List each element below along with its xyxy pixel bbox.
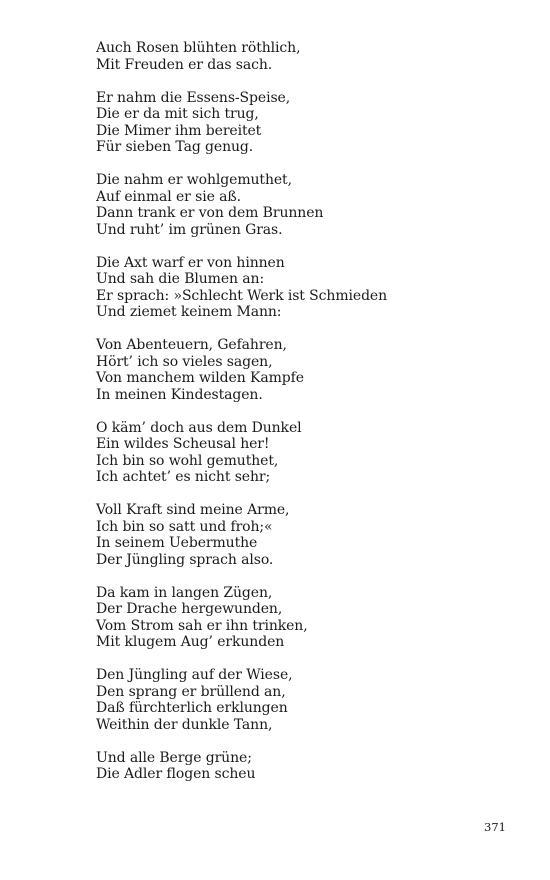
- poem-line: Der Jüngling sprach also.: [96, 551, 274, 568]
- stanza: [96, 502, 496, 568]
- poem-line: Mit Freuden er das sach.: [96, 56, 273, 73]
- poem-line: Da kam in langen Zügen,: [96, 584, 273, 601]
- stanza: [96, 255, 496, 321]
- poem-line: Die Axt warf er von hinnen: [96, 254, 285, 271]
- poem-line: Ein wildes Scheusal her!: [96, 436, 270, 452]
- poem-line: Und ruht’ im grünen Gras.: [96, 221, 283, 238]
- poem-line: Die nahm er wohlgemuthet,: [96, 172, 292, 188]
- stanza: [96, 40, 496, 73]
- poem-line: Ich achtet’ es nicht sehr;: [96, 469, 271, 485]
- poem-line: Voll Kraft sind meine Arme,: [96, 502, 290, 518]
- poem-line: Von manchem wilden Kampfe: [96, 370, 304, 386]
- poem-line: Hört’ ich so vieles sagen,: [96, 353, 273, 370]
- stanza: [96, 420, 496, 486]
- poem-line: Dann trank er von dem Brunnen: [96, 205, 324, 221]
- poem-line: Die er da mit sich trug,: [96, 106, 259, 122]
- poem-line: Weithin der dunkle Tann,: [96, 716, 273, 733]
- poem-line: Auf einmal er sie aß.: [96, 188, 241, 205]
- stanza: [96, 750, 496, 783]
- stanza: [96, 90, 496, 156]
- poem-line: Er sprach: »Schlecht Werk ist Schmieden: [96, 287, 388, 304]
- poem-line: Daß fürchterlich erklungen: [96, 700, 288, 716]
- poem-line: Der Drache hergewunden,: [96, 601, 283, 617]
- poem-line: Er nahm die Essens-Speise,: [96, 89, 291, 106]
- poem-line: Von Abenteuern, Gefahren,: [96, 337, 287, 353]
- poem-line: In seinem Uebermuthe: [96, 535, 258, 551]
- stanza: [96, 172, 496, 238]
- poem-line: Für sieben Tag genug.: [96, 139, 254, 155]
- poem-line: Mit klugem Aug’ erkunden: [96, 634, 285, 650]
- poem-line: Und alle Berge grüne;: [96, 749, 252, 766]
- page-number: 371: [484, 820, 506, 834]
- poem-line: Ich bin so wohl gemuthet,: [96, 452, 279, 469]
- stanza: [96, 337, 496, 403]
- poem-line: In meinen Kindestagen.: [96, 386, 263, 403]
- stanza: [96, 667, 496, 733]
- poem-line: Und ziemet keinem Mann:: [96, 304, 282, 320]
- poem-line: Und sah die Blumen an:: [96, 271, 265, 287]
- poem-line: Auch Rosen blühten röthlich,: [96, 40, 301, 56]
- poem-line: Den sprang er brüllend an,: [96, 683, 286, 700]
- poem-line: Die Mimer ihm bereitet: [96, 122, 262, 139]
- poem-line: Den Jüngling auf der Wiese,: [96, 667, 293, 683]
- stanza: [96, 585, 496, 651]
- poem-line: Ich bin so satt und froh;«: [96, 518, 273, 535]
- poem-line: Vom Strom sah er ihn trinken,: [96, 617, 308, 634]
- poem-line: Die Adler flogen scheu: [96, 766, 256, 782]
- poem-line: O käm’ doch aus dem Dunkel: [96, 419, 302, 436]
- poem-text: [96, 40, 496, 799]
